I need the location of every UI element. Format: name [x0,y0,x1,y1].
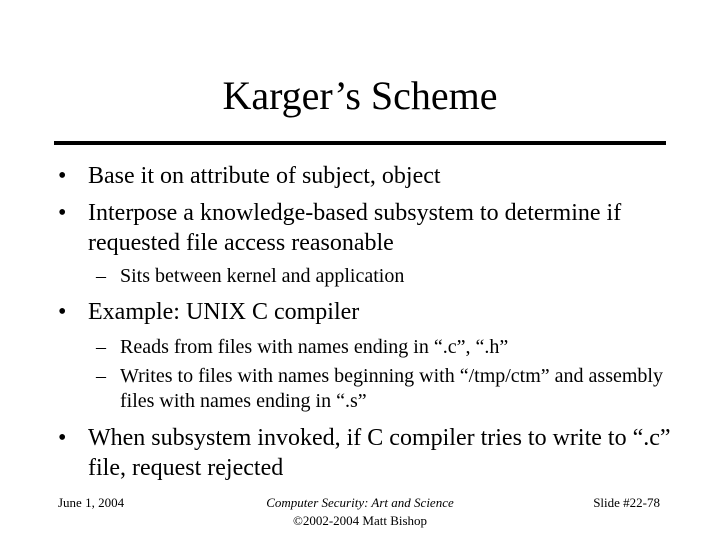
footer-date: June 1, 2004 [58,495,125,510]
bullet-item [58,423,678,483]
bullet-text: Base it on attribute of subject, object [88,163,441,189]
bullet-mark: • [58,299,67,325]
bullet-text: Interpose a knowledge-based subsystem to determine if requested file access reasonable [88,200,622,256]
bullet-text: Example: UNIX C compiler [88,299,360,325]
sub-bullet-item [96,264,686,289]
sub-bullet-item [96,335,686,360]
bullet-mark: • [58,425,67,451]
footer-course [200,494,520,530]
bullet-mark: • [58,200,67,226]
footer-course-title: Computer Security: Art and Science [266,495,454,510]
sub-bullet-mark: – [96,265,106,287]
bullet-mark: • [58,163,67,189]
footer-slide-number: Slide #22-78 [593,495,660,510]
sub-bullet-mark: – [96,336,106,358]
footer-copyright: ©2002-2004 Matt Bishop [292,513,428,528]
slide-title: Karger’s Scheme [222,73,498,118]
sub-bullet-text: Reads from files with names ending in “.c”, “.h” [120,336,509,358]
sub-bullet-text: Writes to files with names beginning with “/tmp/ctm” and assembly files with names ending in “.s” [120,365,663,412]
bullet-item [58,161,678,191]
sub-bullet-mark: – [96,365,106,387]
bullet-item [58,198,678,258]
sub-bullet-item [96,364,686,414]
bullet-item [58,297,678,327]
sub-bullet-text: Sits between kernel and application [120,265,405,287]
bullet-text: When subsystem invoked, if C compiler tries to write to “.c” file, request rejected [88,425,671,481]
